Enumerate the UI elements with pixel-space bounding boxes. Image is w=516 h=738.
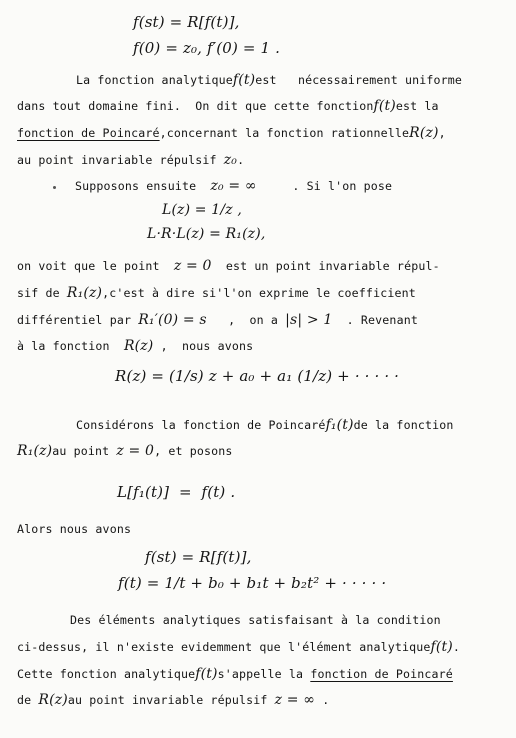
paragraph-3-line-1: Considérons la fonction de Poincaréf₁(t)de la fonction <box>76 417 454 433</box>
paragraph-2-line-3: sif de R₁(z),c'est à dire si'l'on exprime le coefficient <box>17 285 416 301</box>
laurent-expansion: R(z) = (1/s) z + a₀ + a₁ (1/z) + · · · · · <box>115 367 400 385</box>
series-expansion: f(t) = 1/t + b₀ + b₁t + b₂t² + · · · · · <box>118 574 387 592</box>
paragraph-2-line-2: on voit que le point z = 0 est un point invariable répul- <box>17 258 440 274</box>
paragraph-4-line-1: Alors nous avons <box>17 522 132 536</box>
paragraph-3-line-2: R₁(z)au point z = 0, et posons <box>17 443 233 459</box>
paragraph-1-line-2: dans tout domaine fini. On dit que cette fonctionf(t)est la <box>17 98 439 114</box>
initial-conditions: f(0) = z₀, f′(0) = 1 . <box>133 39 281 57</box>
term-poincare-function-2: fonction de Poincaré <box>310 667 453 681</box>
functional-equation: f(st) = R[f(t)], <box>133 13 240 31</box>
paragraph-2-line-4: différentiel par R₁′(0) = s , on a |s| > 1 . Revenant <box>17 312 418 328</box>
paragraph-1-line-4: au point invariable répulsif z₀. <box>17 152 245 168</box>
bullet-mark <box>53 186 56 189</box>
paragraph-2-line-5: à la fonction R(z) , nous avons <box>17 338 254 354</box>
paragraph-5-line-1: Des éléments analytiques satisfaisant à la condition <box>70 613 441 627</box>
inversion-formula: L(z) = 1/z , <box>162 202 242 218</box>
composition-formula: L[f₁(t)] = f(t) . <box>117 483 236 501</box>
paragraph-5-line-3: Cette fonction analytiquef(t)s'appelle la fonction de Poincaré <box>17 666 453 682</box>
paragraph-1-line-1: La fonction analytiquef(t)est nécessairement uniforme <box>76 72 462 88</box>
paragraph-1-line-3: fonction de Poincaré,concernant la fonction rationnelleR(z), <box>17 125 446 141</box>
functional-equation-2: f(st) = R[f(t)], <box>145 548 252 566</box>
term-poincare-function: fonction de Poincaré <box>17 126 160 140</box>
paragraph-5-line-2: ci-dessus, il n'existe evidemment que l'élément analytiquef(t). <box>17 639 461 655</box>
conjugation-formula: L·R·L(z) = R₁(z), <box>147 226 266 242</box>
paragraph-2-line-1: Supposons ensuite z₀ = ∞ . Si l'on pose <box>75 178 393 194</box>
paragraph-5-line-4: de R(z)au point invariable répulsif z = ∞ . <box>17 692 330 708</box>
